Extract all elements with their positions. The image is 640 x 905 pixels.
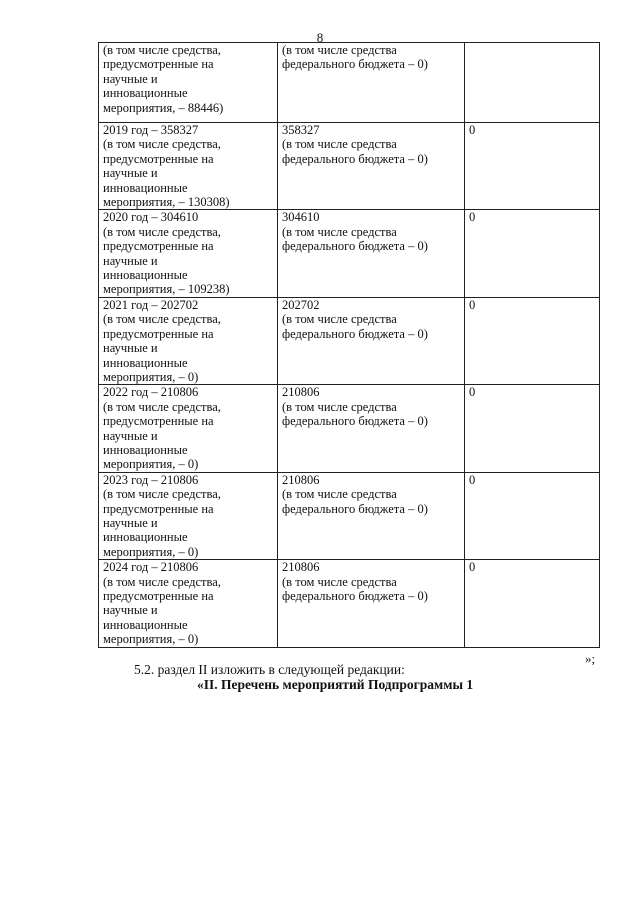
cell-text-line: научные и — [103, 71, 158, 86]
cell-text-line: 2023 год – 210806 — [103, 472, 199, 487]
federal-budget-cell — [278, 43, 465, 123]
table-row — [99, 297, 600, 384]
table-row — [99, 385, 600, 472]
cell-text-line: (в том числе средства — [282, 43, 397, 57]
cell-text-line: 0 — [469, 472, 476, 487]
table-row — [99, 123, 600, 210]
cell-text-line: (в том числе средства, — [103, 487, 221, 502]
cell-text-line: (в том числе средства — [282, 399, 397, 414]
cell-text-line: 2024 год – 210806 — [103, 560, 199, 575]
budget-table — [98, 42, 600, 648]
cell-text-line: 202702 — [282, 297, 320, 312]
cell-text-line: федерального бюджета – 0) — [282, 326, 428, 341]
other-funding-cell — [465, 560, 600, 647]
federal-budget-cell — [278, 297, 465, 384]
federal-budget-cell — [278, 385, 465, 472]
cell-text-line: 0 — [469, 560, 476, 575]
cell-text-line: мероприятия, – 0) — [103, 632, 199, 647]
cell-text-line: предусмотренные на — [103, 239, 214, 254]
cell-text-line: федерального бюджета – 0) — [282, 501, 428, 516]
cell-text-line: научные и — [103, 603, 158, 618]
cell-text-line: (в том числе средства, — [103, 312, 221, 327]
cell-text-line: 304610 — [282, 210, 320, 225]
cell-text-line: инновационные — [103, 86, 188, 101]
total-funding-cell — [99, 385, 278, 472]
cell-text-line: 0 — [469, 210, 476, 225]
federal-budget-cell — [278, 472, 465, 559]
cell-text-line: инновационные — [103, 617, 188, 632]
cell-text-line: (в том числе средства, — [103, 399, 221, 414]
cell-text-line: федерального бюджета – 0) — [282, 414, 428, 429]
cell-text-line: 0 — [469, 297, 476, 312]
cell-text-line: научные и — [103, 515, 158, 530]
total-funding-cell — [99, 43, 278, 123]
total-funding-cell — [99, 560, 278, 647]
cell-text-line: (в том числе средства, — [103, 574, 221, 589]
closing-quote-mark: »; — [585, 651, 596, 666]
other-funding-cell — [465, 472, 600, 559]
cell-text-line: федерального бюджета – 0) — [282, 151, 428, 166]
cell-text-line: предусмотренные на — [103, 414, 214, 429]
federal-budget-cell — [278, 210, 465, 297]
cell-text-line: 2019 год – 358327 — [103, 123, 199, 137]
cell-text-line: предусмотренные на — [103, 57, 214, 72]
cell-text-line: 2020 год – 304610 — [103, 210, 199, 225]
cell-text-line: 210806 — [282, 560, 320, 575]
page-number: 8 — [316, 30, 324, 45]
cell-text-line: федерального бюджета – 0) — [282, 57, 428, 72]
cell-text-line: инновационные — [103, 442, 188, 457]
cell-text-line: мероприятия, – 0) — [103, 457, 199, 472]
total-funding-cell — [99, 210, 278, 297]
table-row — [99, 560, 600, 647]
cell-text-line: научные и — [103, 166, 158, 181]
cell-text-line: федерального бюджета – 0) — [282, 239, 428, 254]
other-funding-cell — [465, 43, 600, 123]
budget-table-body — [99, 43, 600, 648]
cell-text-line: инновационные — [103, 530, 188, 545]
cell-text-line: научные и — [103, 341, 158, 356]
table-row — [99, 210, 600, 297]
cell-text-line: 210806 — [282, 472, 320, 487]
cell-text-line: (в том числе средства — [282, 224, 397, 239]
cell-text-line: 0 — [469, 385, 476, 400]
cell-text-line: (в том числе средства, — [103, 137, 221, 152]
other-funding-cell — [465, 385, 600, 472]
cell-text-line: предусмотренные на — [103, 326, 214, 341]
cell-text-line: 210806 — [282, 385, 320, 400]
cell-text-line: (в том числе средства — [282, 574, 397, 589]
table-row — [99, 472, 600, 559]
cell-text-line: предусмотренные на — [103, 151, 214, 166]
cell-text-line: мероприятия, – 0) — [103, 544, 199, 559]
cell-text-line: (в том числе средства, — [103, 224, 221, 239]
cell-text-line: предусмотренные на — [103, 501, 214, 516]
amendment-paragraph: 5.2. раздел II изложить в следующей редакции: — [134, 662, 405, 677]
cell-text-line: мероприятия, – 0) — [103, 369, 199, 384]
other-funding-cell — [465, 123, 600, 210]
cell-text-line: инновационные — [103, 180, 188, 195]
cell-text-line: (в том числе средства — [282, 312, 397, 327]
total-funding-cell — [99, 123, 278, 210]
cell-text-line: 2022 год – 210806 — [103, 385, 199, 400]
cell-text-line: 2021 год – 202702 — [103, 297, 199, 312]
federal-budget-cell — [278, 560, 465, 647]
federal-budget-cell — [278, 123, 465, 210]
cell-text-line: (в том числе средства — [282, 137, 397, 152]
cell-text-line: научные и — [103, 253, 158, 268]
other-funding-cell — [465, 297, 600, 384]
cell-text-line: мероприятия, – 109238) — [103, 282, 230, 297]
cell-text-line: (в том числе средства — [282, 487, 397, 502]
cell-text-line: мероприятия, – 130308) — [103, 195, 230, 210]
cell-text-line: федерального бюджета – 0) — [282, 589, 428, 603]
total-funding-cell — [99, 297, 278, 384]
other-funding-cell — [465, 210, 600, 297]
cell-text-line: 358327 — [282, 123, 320, 137]
total-funding-cell — [99, 472, 278, 559]
cell-text-line: предусмотренные на — [103, 589, 214, 603]
table-row — [99, 43, 600, 123]
section-heading: «II. Перечень мероприятий Подпрограммы 1 — [197, 677, 474, 692]
cell-text-line: 0 — [469, 123, 476, 137]
cell-text-line: научные и — [103, 428, 158, 443]
cell-text-line: (в том числе средства, — [103, 43, 221, 57]
cell-text-line: инновационные — [103, 268, 188, 283]
cell-text-line: мероприятия, – 88446) — [103, 100, 224, 115]
cell-text-line: инновационные — [103, 355, 188, 370]
